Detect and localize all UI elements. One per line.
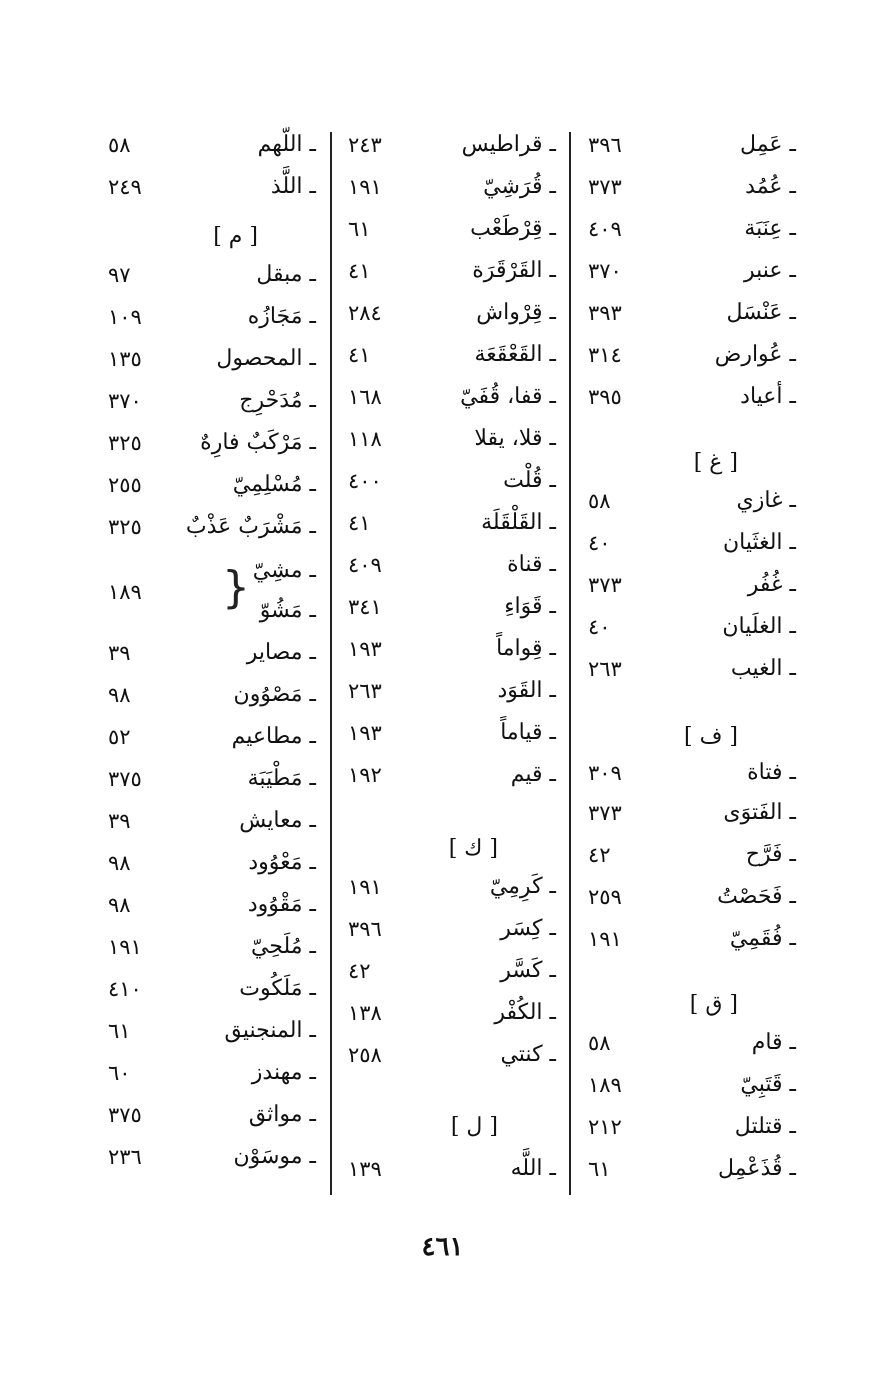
index-page-ref: ١٩٣ bbox=[348, 721, 382, 745]
index-entry bbox=[98, 590, 338, 632]
letter-section-header bbox=[578, 442, 818, 484]
index-page-ref: ٣٤١ bbox=[348, 595, 382, 619]
index-term: ـ موسَوْن bbox=[233, 1136, 316, 1178]
index-term: ـ المنجنيق bbox=[225, 1010, 316, 1052]
index-page-ref: ٩٨ bbox=[108, 851, 131, 875]
index-entry bbox=[98, 296, 338, 338]
section-letter: [ ك ] bbox=[448, 836, 498, 861]
index-entry bbox=[98, 166, 338, 208]
index-page-ref: ٤٠٩ bbox=[588, 217, 622, 241]
index-term: ـ مَجَازُه bbox=[248, 296, 316, 338]
index-term: ـ مَعْوُود bbox=[248, 842, 316, 884]
index-page-ref: ٣٢٥ bbox=[108, 515, 142, 539]
index-term: ـ فَرَّح bbox=[746, 834, 796, 876]
index-term: ـ قِواماً bbox=[496, 628, 556, 670]
index-term: ـ مَصْوُون bbox=[234, 674, 316, 716]
index-entry bbox=[338, 950, 578, 992]
index-entry bbox=[578, 208, 818, 250]
index-page-ref: ٢٤٣ bbox=[348, 133, 382, 157]
index-term: ـ قُلْت bbox=[503, 460, 556, 502]
index-page-ref: ٣٧٣ bbox=[588, 801, 622, 825]
index-page-ref: ٤٠ bbox=[588, 531, 611, 555]
index-page-ref: ٥٨ bbox=[588, 489, 611, 513]
index-page-ref: ٥٢ bbox=[108, 725, 131, 749]
index-term: ـ قُرَشِيّ bbox=[483, 166, 556, 208]
index-page-ref: ٣٩ bbox=[108, 809, 131, 833]
index-term: ـ مَشْرَبٌ عَذْبٌ bbox=[186, 506, 316, 548]
index-entry bbox=[98, 758, 338, 800]
index-page-ref: ٤٠٠ bbox=[348, 469, 382, 493]
index-term: ـ مَطْيَبَة bbox=[248, 758, 316, 800]
index-column-middle bbox=[338, 124, 578, 1194]
index-entry bbox=[98, 1052, 338, 1094]
index-entry bbox=[338, 670, 578, 712]
index-entry bbox=[338, 334, 578, 376]
index-entry bbox=[98, 842, 338, 884]
index-term: ـ غُفُر bbox=[748, 564, 796, 606]
index-page-ref: ٣٩ bbox=[108, 641, 131, 665]
index-page-ref: ٣٧٥ bbox=[108, 1103, 142, 1127]
index-entry bbox=[98, 716, 338, 758]
index-term: ـ كنتي bbox=[500, 1034, 556, 1076]
index-term: ـ اللَّه bbox=[511, 1148, 556, 1190]
index-page-ref: ١٣٨ bbox=[348, 1001, 382, 1025]
index-page-ref: ١٨٩ bbox=[108, 580, 142, 604]
index-entry bbox=[338, 754, 578, 796]
index-entry bbox=[338, 292, 578, 334]
index-entry bbox=[578, 480, 818, 522]
index-entry bbox=[338, 418, 578, 460]
index-term: ـ عَنْسَل bbox=[726, 292, 796, 334]
index-entry bbox=[578, 752, 818, 794]
letter-section-header bbox=[578, 984, 818, 1026]
index-term: ـ كَرِمِيّ bbox=[490, 866, 556, 908]
index-entry bbox=[338, 628, 578, 670]
index-term: ـ قَوَاءِ bbox=[504, 586, 556, 628]
index-term: ـ مطاعيم bbox=[232, 716, 316, 758]
index-entry bbox=[578, 834, 818, 876]
index-term: ـ الغثَيان bbox=[723, 522, 796, 564]
index-term: ـ قناة bbox=[507, 544, 556, 586]
index-term: ـ مبقل bbox=[256, 254, 316, 296]
index-entry bbox=[578, 166, 818, 208]
index-page-ref: ٢٤٩ bbox=[108, 175, 142, 199]
index-entry bbox=[98, 422, 338, 464]
letter-section-header bbox=[338, 828, 578, 870]
index-entry bbox=[338, 502, 578, 544]
index-term: ـ الغيب bbox=[731, 648, 796, 690]
index-entry bbox=[578, 124, 818, 166]
index-term: ـ مصاير bbox=[247, 632, 316, 674]
index-term: ـ عُمُد bbox=[745, 166, 796, 208]
index-entry bbox=[578, 250, 818, 292]
section-letter: [ م ] bbox=[213, 224, 258, 249]
index-term: ـ قِرْطَعْب bbox=[470, 208, 556, 250]
index-entry bbox=[338, 866, 578, 908]
index-entry bbox=[98, 254, 338, 296]
index-page-ref: ٥٨ bbox=[108, 133, 131, 157]
index-term: ـ فَحَصْتُ bbox=[717, 876, 796, 918]
index-term: ـ مهندز bbox=[252, 1052, 316, 1094]
index-page-ref: ١٦٨ bbox=[348, 385, 382, 409]
index-term: ـ قلا، يقلا bbox=[474, 418, 556, 460]
index-entry bbox=[578, 1106, 818, 1148]
index-page-ref: ٦١ bbox=[588, 1157, 611, 1181]
index-entry bbox=[578, 876, 818, 918]
index-entry bbox=[338, 1148, 578, 1190]
index-page-ref: ٣٩٦ bbox=[588, 133, 622, 157]
index-page-ref: ٦٠ bbox=[108, 1061, 131, 1085]
index-page-ref: ١٣٩ bbox=[348, 1157, 382, 1181]
index-page-ref: ٤٠٩ bbox=[348, 553, 382, 577]
index-page-ref: ٤١ bbox=[348, 259, 371, 283]
index-term: ـ عِنَبَة bbox=[744, 208, 796, 250]
index-page-ref: ٦١ bbox=[348, 217, 371, 241]
index-term: ـ مُسْلِمِيّ bbox=[233, 464, 316, 506]
index-entry bbox=[578, 918, 818, 960]
index-entry bbox=[578, 334, 818, 376]
index-term: ـ مواثق bbox=[249, 1094, 316, 1136]
index-entry bbox=[338, 1034, 578, 1076]
index-page-ref: ٣٢٥ bbox=[108, 431, 142, 455]
index-entry bbox=[98, 1010, 338, 1052]
index-page-ref: ١٩١ bbox=[108, 935, 142, 959]
index-entry bbox=[98, 884, 338, 926]
index-entry bbox=[338, 712, 578, 754]
page-number: ٤٦١ bbox=[421, 1232, 464, 1262]
index-term: ـ قراطيس bbox=[462, 124, 556, 166]
index-entry bbox=[98, 800, 338, 842]
index-page-ref: ٢٦٣ bbox=[348, 679, 382, 703]
index-term: ـ الفَتوَى bbox=[723, 792, 796, 834]
index-entry bbox=[98, 1136, 338, 1178]
index-entry bbox=[578, 1064, 818, 1106]
index-page-ref: ٦١ bbox=[108, 1019, 131, 1043]
index-page-ref: ٩٨ bbox=[108, 893, 131, 917]
index-entry bbox=[338, 460, 578, 502]
index-term: ـ المحصول bbox=[216, 338, 316, 380]
index-page-ref: ٢٥٥ bbox=[108, 473, 142, 497]
index-entry bbox=[338, 376, 578, 418]
index-term: ـ قياماً bbox=[500, 712, 556, 754]
index-term: ـ عُوارض bbox=[715, 334, 796, 376]
index-entry bbox=[98, 464, 338, 506]
index-column-right bbox=[578, 124, 818, 1194]
index-entry bbox=[578, 292, 818, 334]
index-entry bbox=[98, 380, 338, 422]
index-term: ـ قَتَبِيّ bbox=[740, 1064, 796, 1106]
index-page-ref: ٣١٤ bbox=[588, 343, 622, 367]
index-term: ـ مُلَحِيّ bbox=[251, 926, 316, 968]
index-term: ـ كَسَّر bbox=[500, 950, 556, 992]
index-page-ref: ٣٧٣ bbox=[588, 573, 622, 597]
index-term: ـ اللَّذ bbox=[271, 166, 316, 208]
section-letter: [ ل ] bbox=[450, 1114, 498, 1139]
index-entry bbox=[98, 926, 338, 968]
index-page-ref: ١٨٩ bbox=[588, 1073, 622, 1097]
index-page-ref: ١١٨ bbox=[348, 427, 382, 451]
index-term: ـ غازي bbox=[736, 480, 796, 522]
index-term: ـ قام bbox=[752, 1022, 796, 1064]
index-page-ref: ١٩٢ bbox=[348, 763, 382, 787]
index-page-ref: ١٠٩ bbox=[108, 305, 142, 329]
index-entry bbox=[98, 506, 338, 548]
letter-section-header bbox=[98, 216, 338, 258]
index-term: ـ الغلَيان bbox=[722, 606, 796, 648]
index-page-ref: ٣٧٠ bbox=[588, 259, 622, 283]
index-entry bbox=[578, 1022, 818, 1064]
index-entry bbox=[338, 124, 578, 166]
index-page-ref: ٤٠ bbox=[588, 615, 611, 639]
index-entry bbox=[578, 792, 818, 834]
index-entry bbox=[338, 586, 578, 628]
index-entry bbox=[578, 606, 818, 648]
index-term: ـ كِسَر bbox=[500, 908, 556, 950]
index-term: ـ قيم bbox=[511, 754, 556, 796]
index-term: ـ عَمِل bbox=[740, 124, 796, 166]
index-page-ref: ٢٥٨ bbox=[348, 1043, 382, 1067]
index-term: ـ الكُفْر bbox=[494, 992, 556, 1034]
index-entry bbox=[98, 968, 338, 1010]
index-term: ـ مَرْكَبٌ فارِهٌ bbox=[200, 422, 316, 464]
index-term: ـ اللّهم bbox=[258, 124, 316, 166]
index-page-ref: ١٩١ bbox=[348, 875, 382, 899]
index-term: ـ مَلَكُوت bbox=[239, 968, 316, 1010]
index-page-ref: ١٣٥ bbox=[108, 347, 142, 371]
index-term: ـ مَقْوُود bbox=[248, 884, 316, 926]
index-page-ref: ٢٣٦ bbox=[108, 1145, 142, 1169]
index-term: ـ القَلْقَلَة bbox=[481, 502, 556, 544]
index-entry bbox=[338, 992, 578, 1034]
index-page-ref: ٣٠٩ bbox=[588, 761, 622, 785]
section-letter: [ ف ] bbox=[684, 724, 738, 749]
section-letter: [ ق ] bbox=[689, 992, 738, 1017]
index-page-ref: ٣٩٣ bbox=[588, 301, 622, 325]
index-page-ref: ٢١٢ bbox=[588, 1115, 622, 1139]
index-page-ref: ٢٥٩ bbox=[588, 885, 622, 909]
index-entry bbox=[98, 550, 338, 604]
index-entry bbox=[338, 908, 578, 950]
letter-section-header bbox=[338, 1106, 578, 1148]
index-entry bbox=[98, 1094, 338, 1136]
index-page-ref: ٤٢ bbox=[348, 959, 371, 983]
index-column-left bbox=[98, 124, 338, 1194]
index-term: ـ قتلتل bbox=[735, 1106, 796, 1148]
index-term: ـ أعياد bbox=[740, 376, 796, 418]
index-entry bbox=[578, 1148, 818, 1190]
index-page-ref bbox=[108, 590, 168, 632]
index-term: ـ فُقَمِيّ bbox=[730, 918, 796, 960]
index-page-ref: ٤١ bbox=[348, 511, 371, 535]
index-term: ـ مَشُوّ bbox=[260, 590, 316, 632]
index-page-ref: ٢٦٣ bbox=[588, 657, 622, 681]
grouping-brace: } bbox=[222, 562, 250, 613]
index-entry bbox=[578, 648, 818, 690]
index-page-ref: ١٩١ bbox=[348, 175, 382, 199]
index-term: ـ مشِيّ bbox=[253, 550, 316, 592]
index-entry bbox=[98, 338, 338, 380]
index-term: ـ القَوَد bbox=[497, 670, 556, 712]
index-term: ـ قُذَعْمِل bbox=[718, 1148, 796, 1190]
index-page-ref: ١٩١ bbox=[588, 927, 622, 951]
index-entry bbox=[578, 376, 818, 418]
index-term: ـ عنبر bbox=[744, 250, 796, 292]
index-page-ref: ٤١٠ bbox=[108, 977, 142, 1001]
index-term: ـ معايش bbox=[239, 800, 316, 842]
index-page-ref: ٣٧٥ bbox=[108, 767, 142, 791]
index-term: ـ فتاة bbox=[747, 752, 796, 794]
index-page-ref: ٤٢ bbox=[588, 843, 611, 867]
index-entry bbox=[98, 124, 338, 166]
index-term: ـ قِرْواش bbox=[476, 292, 556, 334]
index-page-ref: ٣٧٣ bbox=[588, 175, 622, 199]
index-page-ref: ٩٧ bbox=[108, 263, 131, 287]
index-entry bbox=[578, 564, 818, 606]
index-page-ref: ٢٨٤ bbox=[348, 301, 382, 325]
index-term: ـ القَعْقَعَة bbox=[474, 334, 556, 376]
index-term: ـ القَرْقَرَة bbox=[472, 250, 556, 292]
index-entry bbox=[338, 208, 578, 250]
index-term: ـ مُدَحْرِج bbox=[239, 380, 316, 422]
index-entry bbox=[338, 166, 578, 208]
index-entry bbox=[338, 250, 578, 292]
section-letter: [ غ ] bbox=[693, 450, 738, 475]
index-term: ـ قفا، قُفَيّ bbox=[460, 376, 556, 418]
index-entry bbox=[98, 674, 338, 716]
index-page-ref: ٩٨ bbox=[108, 683, 131, 707]
index-page-ref: ٣٩٥ bbox=[588, 385, 622, 409]
index-entry bbox=[338, 544, 578, 586]
index-page-ref: ٥٨ bbox=[588, 1031, 611, 1055]
index-entry bbox=[98, 632, 338, 674]
index-page-ref: ٤١ bbox=[348, 343, 371, 367]
index-entry bbox=[578, 522, 818, 564]
index-page-ref: ١٩٣ bbox=[348, 637, 382, 661]
index-page-ref: ٣٩٦ bbox=[348, 917, 382, 941]
index-page-ref: ٣٧٠ bbox=[108, 389, 142, 413]
